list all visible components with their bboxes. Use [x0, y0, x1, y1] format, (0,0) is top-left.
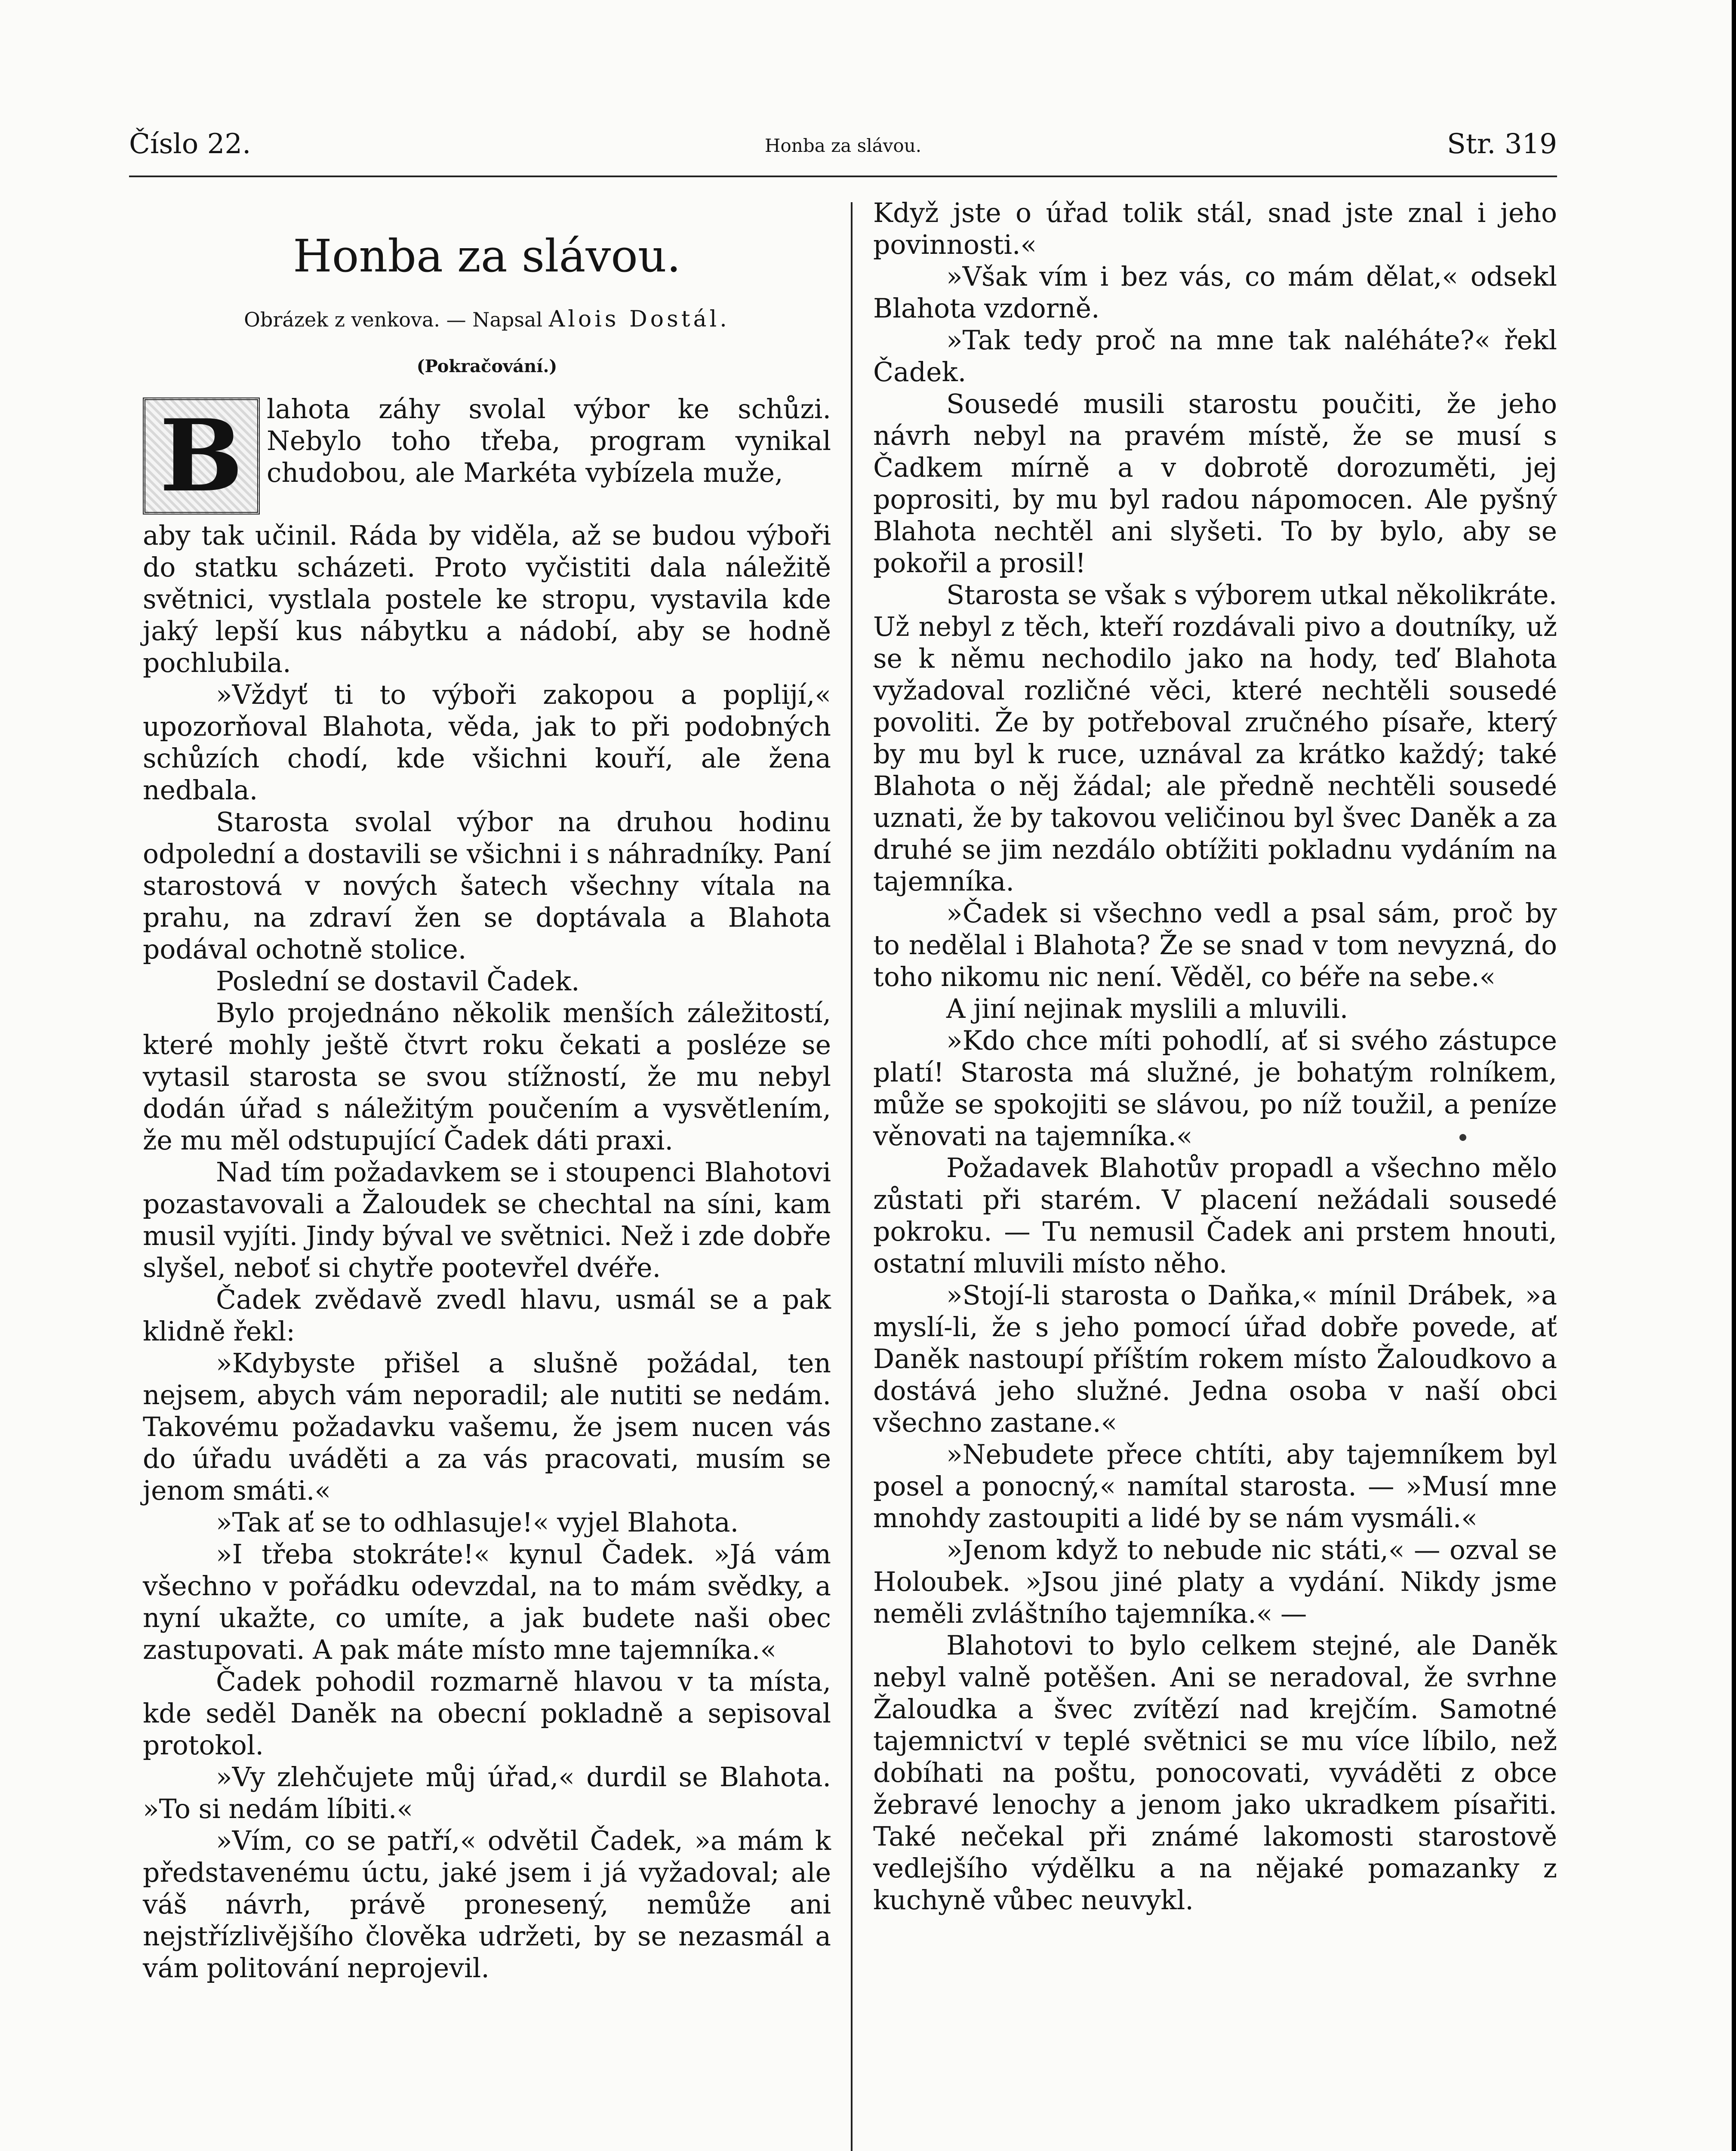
- paragraph: »Tak tedy proč na mne tak naléháte?« řekl Čadek.: [873, 325, 1557, 388]
- paragraph: »Však vím i bez vás, co mám dělat,« odsekl Blahota vzdorně.: [873, 261, 1557, 324]
- paragraph: Nad tím požadavkem se i stoupenci Blahotovi pozastavovali a Žaloudek se chechtal na síni, kam musil vyjíti. Jindy býval ve světnici. Než i zde dobře slyšel, neboť si chytře pootevřel dvéře.: [143, 1157, 831, 1283]
- paragraph: Blahotovi to bylo celkem stejné, ale Daněk nebyl valně potěšen. Ani se neradoval, že svrhne Žaloudka a švec zvítězí nad krejčím. Samotné tajemnictví v teplé světnici se mu více líbilo, než dobíhati na poštu, ponocovati, vyváděti z obce žebravé lenochy a jenom jako ukradkem písařiti. Také nečekal při známé lakomosti starostově vedlejšího výdělku a na nějaké pomazanky z kuchyně vůbec neuvykl.: [873, 1630, 1557, 1916]
- left-column: [143, 520, 831, 1984]
- running-title: Honba za slávou.: [764, 135, 922, 156]
- paragraph: »Jenom když to nebude nic státi,« — ozval se Holoubek. »Jsou jiné platy a vydání. Nikdy jsme neměli zvláštního tajemníka.« —: [873, 1535, 1557, 1629]
- issue-number: Číslo 22.: [129, 128, 251, 160]
- paragraph: A jiní nejinak myslili a mluvili.: [946, 993, 1348, 1024]
- paragraph: »Stojí-li starosta o Daňka,« mínil Drábek, »a myslí-li, že s jeho pomocí úřad dobře povede, ať Daněk nastoupí příštím rokem místo Žaloudkovo a dostává jeho služné. Jedna osoba v naší obci všechno zastane.«: [873, 1280, 1557, 1438]
- drop-cap: B: [143, 398, 260, 515]
- paragraph: Požadavek Blahotův propadl a všechno mělo zůstati při starém. V placení nežádali sousedé pokroku. — Tu nemusil Čadek ani prstem hnouti, ostatní mluvili místo něho.: [873, 1153, 1557, 1279]
- ink-speck: [1459, 1134, 1466, 1141]
- right-column: [873, 197, 1557, 1916]
- paragraph: Poslední se dostavil Čadek.: [216, 966, 580, 997]
- paragraph: »I třeba stokráte!« kynul Čadek. »Já vám všechno v pořádku odevzdal, na to mám svědky, a nyní ukažte, co umíte, a jak budete naši obec zastupovati. A pak máte místo mne tajemníka.«: [143, 1539, 831, 1665]
- paragraph: »Nebudete přece chtíti, aby tajemníkem byl posel a ponocný,« namítal starosta. — »Musí mne mnohdy zastoupiti a lidé by se nám vysmáli.«: [873, 1439, 1557, 1534]
- paragraph: Čadek zvědavě zvedl hlavu, usmál se a pak klidně řekl:: [143, 1284, 831, 1347]
- paragraph: »Čadek si všechno vedl a psal sám, proč by to nedělal i Blahota? Že se snad v tom nevyzná, do toho nikomu nic není. Věděl, co béře na sebe.«: [873, 898, 1557, 992]
- paragraph: »Kdybyste přišel a slušně požádal, ten nejsem, abych vám neporadil; ale nutiti se nedám. Takovému požadavku vašemu, že jsem nucen vás do úřadu uváděti a za vás pracovati, musím se jenom smáti.«: [143, 1348, 831, 1506]
- paragraph: Sousedé musili starostu poučiti, že jeho návrh nebyl na pravém místě, že se musí s Čadkem mírně a v dobrotě dorozuměti, jej poprositi, by mu byl radou nápomocen. Ale pyšný Blahota nechtěl ani slyšeti. To by bylo, aby se pokořil a prosil!: [873, 388, 1557, 579]
- author-name: Alois Dostál.: [548, 306, 730, 332]
- paragraph: Starosta svolal výbor na druhou hodinu odpolední a dostavili se všichni i s náhradníky. Paní starostová v nových šatech všechny vítala na prahu, na zdraví žen se doptávala a Blahota podával ochotně stolice.: [143, 807, 831, 965]
- continuation-note: (Pokračování.): [416, 356, 557, 376]
- paragraph: Když jste o úřad tolik stál, snad jste znal i jeho povinnosti.«: [873, 197, 1557, 260]
- article-title: Honba za slávou.: [293, 230, 681, 282]
- paragraph: Starosta se však s výborem utkal několikráte. Už nebyl z těch, kteří rozdávali pivo a doutníky, už se k němu nechodilo jako na hody, teď Blahota vyžadoval rozličné věci, které nechtěli sousedé povoliti. Že by potřeboval zručného písaře, který by mu byl k ruce, uznával za krátko každý; také Blahota o něj žádal; ale předně nechtěli sousedé uznati, že by takovou veličinou byl švec Daněk a za druhé se jim nezdálo obtížiti pokladnu vydáním na tajemníka.: [873, 579, 1557, 897]
- first-paragraph-lead: lahota záhy svolal výbor ke schůzi. Nebylo toho třeba, program vynikal chudobou, ale Markéta vybízela muže,: [267, 394, 831, 488]
- paragraph: »Vy zlehčujete můj úřad,« durdil se Blahota. »To si nedám líbiti.«: [143, 1762, 831, 1824]
- scan-edge: [1732, 0, 1736, 2151]
- subtitle-prefix: Obrázek z venkova. — Napsal: [244, 308, 543, 331]
- page-number: Str. 319: [1447, 128, 1557, 160]
- paragraph: »Tak ať se to odhlasuje!« vyjel Blahota.: [216, 1507, 739, 1538]
- running-header: [129, 115, 1557, 171]
- paragraph: »Vím, co se patří,« odvětil Čadek, »a mám k představenému úctu, jaké jsem i já vyžadoval; ale váš návrh, právě pronesený, nemůže ani nejstřízlivějšího člověka udržeti, by se nezasmál a vám politování neprojevil.: [143, 1825, 831, 1984]
- header-rule: [129, 176, 1557, 177]
- paragraph: »Kdo chce míti pohodlí, ať si svého zástupce platí! Starosta má služné, je bohatým rolníkem, může se spokojiti se slávou, po níž toužil, a peníze věnovati na tajemníka.«: [873, 1025, 1557, 1152]
- paragraph: »Vždyť ti to výboři zakopou a poplijí,« upozorňoval Blahota, věda, jak to při podobných schůzích chodí, kde všichni kouří, ale žena nedbala.: [143, 679, 831, 806]
- column-divider: [851, 202, 853, 2151]
- first-paragraph-rest: aby tak učinil. Ráda by viděla, až se budou výboři do statku scházeti. Proto vyčistiti dala náležitě světnici, vystlala postele ke stropu, vystavila kde jaký lepší kus nábytku a nádobí, aby se hodně pochlubila.: [143, 520, 831, 678]
- article-subtitle: [143, 306, 831, 332]
- paragraph: Bylo projednáno několik menších záležitostí, které mohly ještě čtvrt roku čekati a posléze se vytasil starosta se svou stížností, že mu nebyl dodán úřad s náležitým poučením a vysvětlením, že mu měl odstupující Čadek dáti praxi.: [143, 998, 831, 1156]
- paragraph: Čadek pohodil rozmarně hlavou v ta místa, kde seděl Daněk na obecní pokladně a sepisoval protokol.: [143, 1666, 831, 1761]
